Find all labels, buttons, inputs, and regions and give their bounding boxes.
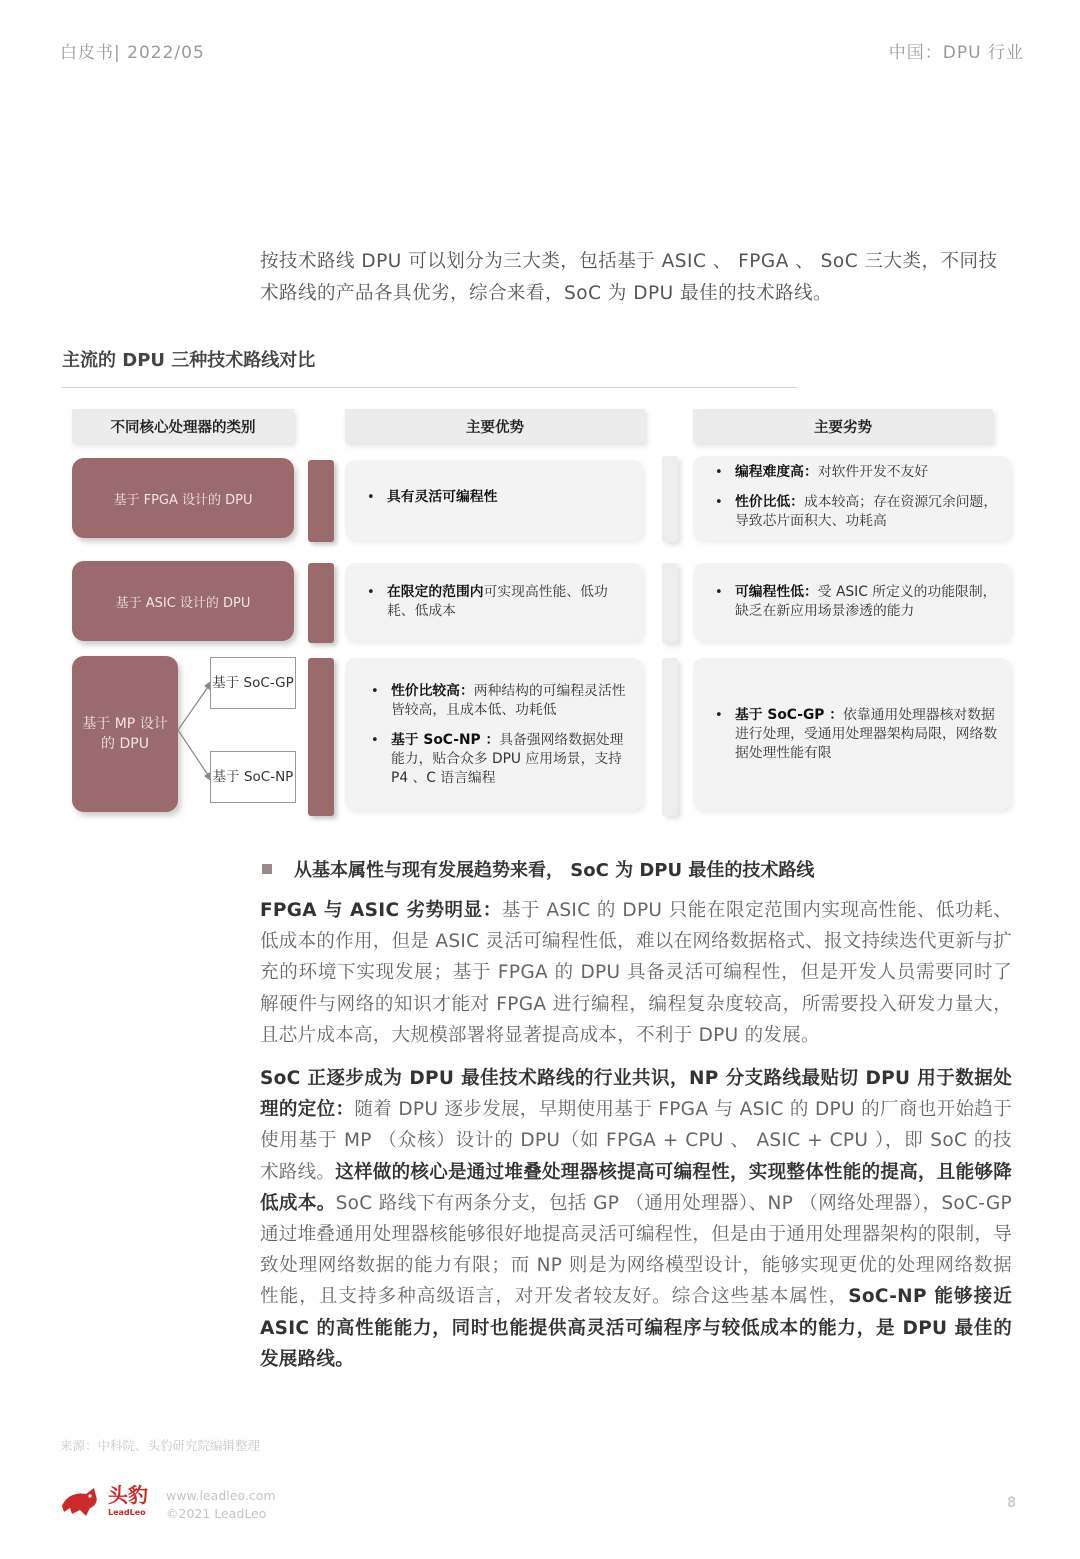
row2-advantage-card: [345, 563, 643, 641]
paragraph-soc: SoC 正逐步成为 DPU 最佳技术路线的行业共识，NP 分支路线最贴切 DPU 用于数据处理的定位：随着 DPU 逐步发展，早期使用基于 FPGA 与 ASIC 的 DPU 的厂商也开始趋于使用基于 MP （众核）设计的 DPU（如 FPGA + CPU 、 ASIC + CPU ），即 SoC 的技术路线。这样做的核心是通过堆叠处理器核提高可编程性，实现整体性能的提高，且能够降低成本。SoC 路线下有两条分支，包括 GP （通用处理器）、NP （网络处理器），SoC-GP 通过堆叠通用处理器核能够很好地提高灵活可编程性，但是由于通用处理器架构的限制，导致处理网络数据的能力有限；而 NP 则是为网络模型设计，能够实现更优的处理网络数据性能，且支持多种高级语言，对开发者较友好。综合这些基本属性，SoC-NP 能够接近 ASIC 的高性能能力，同时也能提供高灵活可编程序与较低成本的能力，是 DPU 最佳的发展路线。: [260, 1068, 1013, 1370]
row1-advantage-card: [345, 460, 643, 540]
row3-adv-item: • 性价比较高：两种结构的可编程灵活性皆较高，且成本低、功耗低: [361, 682, 635, 720]
arrow-to-gp: [178, 684, 210, 730]
row2-dis-item: • 可编程性低：受 ASIC 所定义的功能限制，缺乏在新应用场景渗透的能力: [705, 583, 1003, 621]
col-head-category: 不同核心处理器的类别: [72, 409, 294, 443]
row2-bar: [308, 563, 334, 643]
leopard-logo-icon: [60, 1484, 100, 1520]
row3-divider: [662, 658, 678, 816]
asic-dpu-label: 基于 ASIC 设计的 DPU: [72, 561, 294, 641]
col-head-advantage: 主要优势: [345, 409, 645, 443]
mp-dpu-label: 基于 MP 设计的 DPU: [72, 656, 178, 812]
soc-np-box: 基于 SoC-NP: [210, 751, 296, 803]
copyright: ©2021 LeadLeo: [166, 1506, 267, 1521]
row1-disadvantage-card: [693, 456, 1011, 540]
section-title: 主流的 DPU 三种技术路线对比: [62, 350, 316, 371]
site-url[interactable]: www.leadleo.com: [166, 1488, 276, 1503]
site-info: [166, 1487, 276, 1523]
row1-bar: [308, 460, 334, 542]
logo-text: 头豹: [108, 1483, 148, 1507]
bullet-square-icon: [262, 864, 272, 874]
row1-dis-item: • 编程难度高：对软件开发不友好: [705, 463, 1003, 482]
paragraph-fpga-asic: FPGA 与 ASIC 劣势明显：基于 ASIC 的 DPU 只能在限定范围内实现高性能、低功耗、低成本的作用，但是 ASIC 灵活可编程性低，难以在网络数据格式、报文持续迭代更新与扩充的环境下实现发展；基于 FPGA 的 DPU 具备灵活可编程性，但是开发人员需要同时了解硬件与网络的知识才能对 FPGA 进行编程，编程复杂度较高，所需要投入研发力量大，且芯片成本高，大规模部署将显著提高成本，不利于 DPU 的发展。: [260, 900, 1012, 1046]
arrow-to-np: [178, 730, 210, 778]
row1-adv-item: • 具有灵活可编程性: [357, 488, 633, 507]
logo-subtext: LeadLeo: [108, 1508, 146, 1517]
header-left: 白皮书| 2022/05: [60, 43, 205, 63]
row1-dis-item: • 性价比低：成本较高；存在资源冗余问题，导致芯片面积大、功耗高: [705, 493, 1003, 531]
row2-divider: [662, 563, 678, 643]
soc-gp-box: 基于 SoC-GP: [210, 657, 296, 709]
section-divider: [62, 387, 798, 388]
page-number: 8: [1007, 1495, 1016, 1511]
col-head-disadvantage: 主要劣势: [693, 409, 993, 443]
header-right: 中国：DPU 行业: [888, 43, 1024, 63]
row2-adv-item: • 在限定的范围内可实现高性能、低功耗、低成本: [357, 583, 633, 621]
row3-dis-item: • 基于 SoC-GP ：依靠通用处理器核对数据进行处理，受通用处理器架构局限，网络数据处理性能有限: [705, 706, 1003, 763]
row3-advantage-card: [345, 658, 643, 810]
row3-bar: [308, 658, 334, 816]
row3-disadvantage-card: [693, 658, 1011, 810]
bullet-heading: 从基本属性与现有发展趋势来看， SoC 为 DPU 最佳的技术路线: [262, 856, 814, 882]
intro-paragraph: 按技术路线 DPU 可以划分为三大类，包括基于 ASIC 、 FPGA 、 SoC 三大类，不同技术路线的产品各具优劣，综合来看，SoC 为 DPU 最佳的技术路线。: [260, 251, 998, 304]
row1-divider: [662, 456, 678, 542]
fpga-dpu-label: 基于 FPGA 设计的 DPU: [72, 458, 294, 538]
row3-adv-item: • 基于 SoC-NP ：具备强网络数据处理能力，贴合众多 DPU 应用场景，支持 P4 、C 语言编程: [361, 731, 635, 788]
source-note: 来源：中科院、头豹研究院编辑整理: [60, 1438, 261, 1453]
row2-disadvantage-card: [693, 563, 1011, 641]
